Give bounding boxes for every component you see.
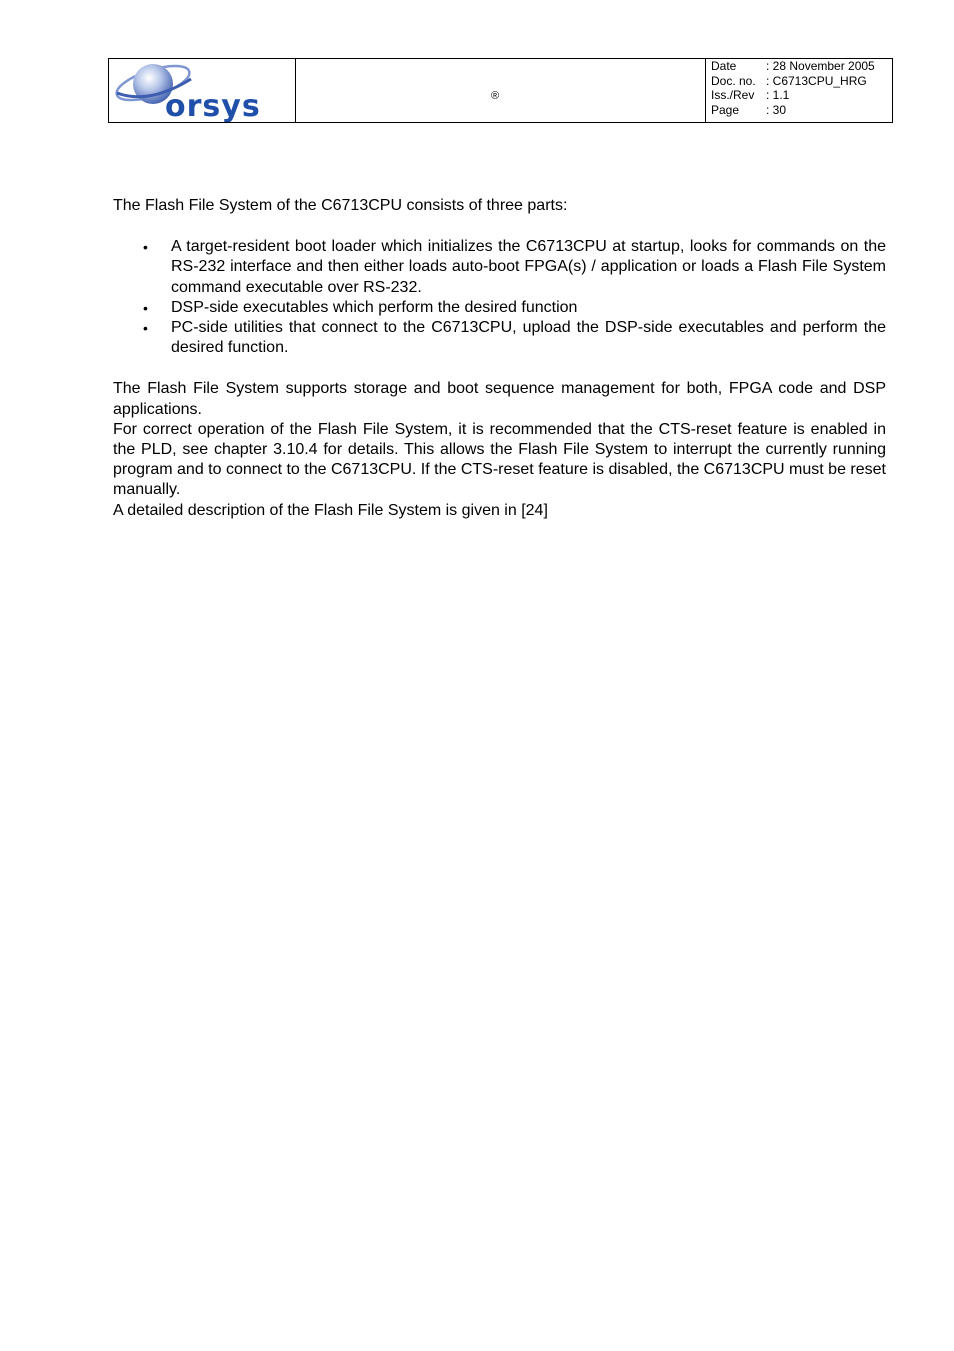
header-title-cell [296, 59, 706, 122]
intro-paragraph: The Flash File System of the C6713CPU consists of three parts: [113, 197, 568, 214]
document-body [113, 196, 886, 521]
list-item [113, 318, 886, 358]
meta-date-key: Date [711, 59, 737, 73]
meta-doc-no [711, 74, 892, 89]
meta-date [711, 59, 892, 74]
bullet-icon: • [143, 299, 148, 316]
meta-doc-no-key: Doc. no. [711, 73, 756, 88]
list-item-text: DSP-side executables which perform the desired function [171, 298, 578, 316]
meta-issue-rev-value: : 1.1 [766, 88, 790, 103]
bullet-icon: • [143, 320, 148, 337]
meta-page-value: : 30 [766, 102, 787, 117]
registered-mark: ® [491, 90, 500, 102]
parts-list [113, 237, 886, 358]
body-paragraph: The Flash File System supports storage and boot sequence management for both, FPGA code and DSP applications. [113, 380, 886, 418]
document-header [108, 58, 893, 123]
list-item [113, 298, 886, 318]
document-meta [706, 59, 892, 122]
body-paragraph: For correct operation of the Flash File System, it is recommended that the CTS-reset feature is enabled in the PLD, see chapter 3.10.4 for details. This allows the Flash File System to interrupt the currently running program and to connect to the C6713CPU. If the CTS-reset feature is disabled, the C6713CPU must be reset manually. [113, 420, 886, 499]
bullet-icon: • [143, 239, 148, 256]
meta-page-key: Page [711, 102, 740, 117]
meta-page [711, 103, 892, 118]
body-paragraph: A detailed description of the Flash File System is given in [24] [113, 501, 548, 519]
orsys-logo [109, 59, 294, 122]
list-item-text: PC-side utilities that connect to the C6713CPU, upload the DSP-side executables and perform the desired function. [171, 319, 886, 357]
meta-doc-no-value: : C6713CPU_HRG [766, 73, 867, 88]
meta-issue-rev [711, 88, 892, 103]
logo-wordmark: orsys [165, 89, 261, 122]
meta-issue-rev-key: Iss./Rev [711, 88, 755, 103]
list-item-text: A target-resident boot loader which initializes the C6713CPU at startup, looks for commands on the RS-232 interface and then either loads auto-boot FPGA(s) / application or loads a Flash File System command executable over RS-232. [171, 238, 886, 296]
logo-cell [109, 59, 296, 122]
meta-date-value: : 28 November 2005 [766, 59, 875, 73]
list-item [113, 237, 886, 298]
